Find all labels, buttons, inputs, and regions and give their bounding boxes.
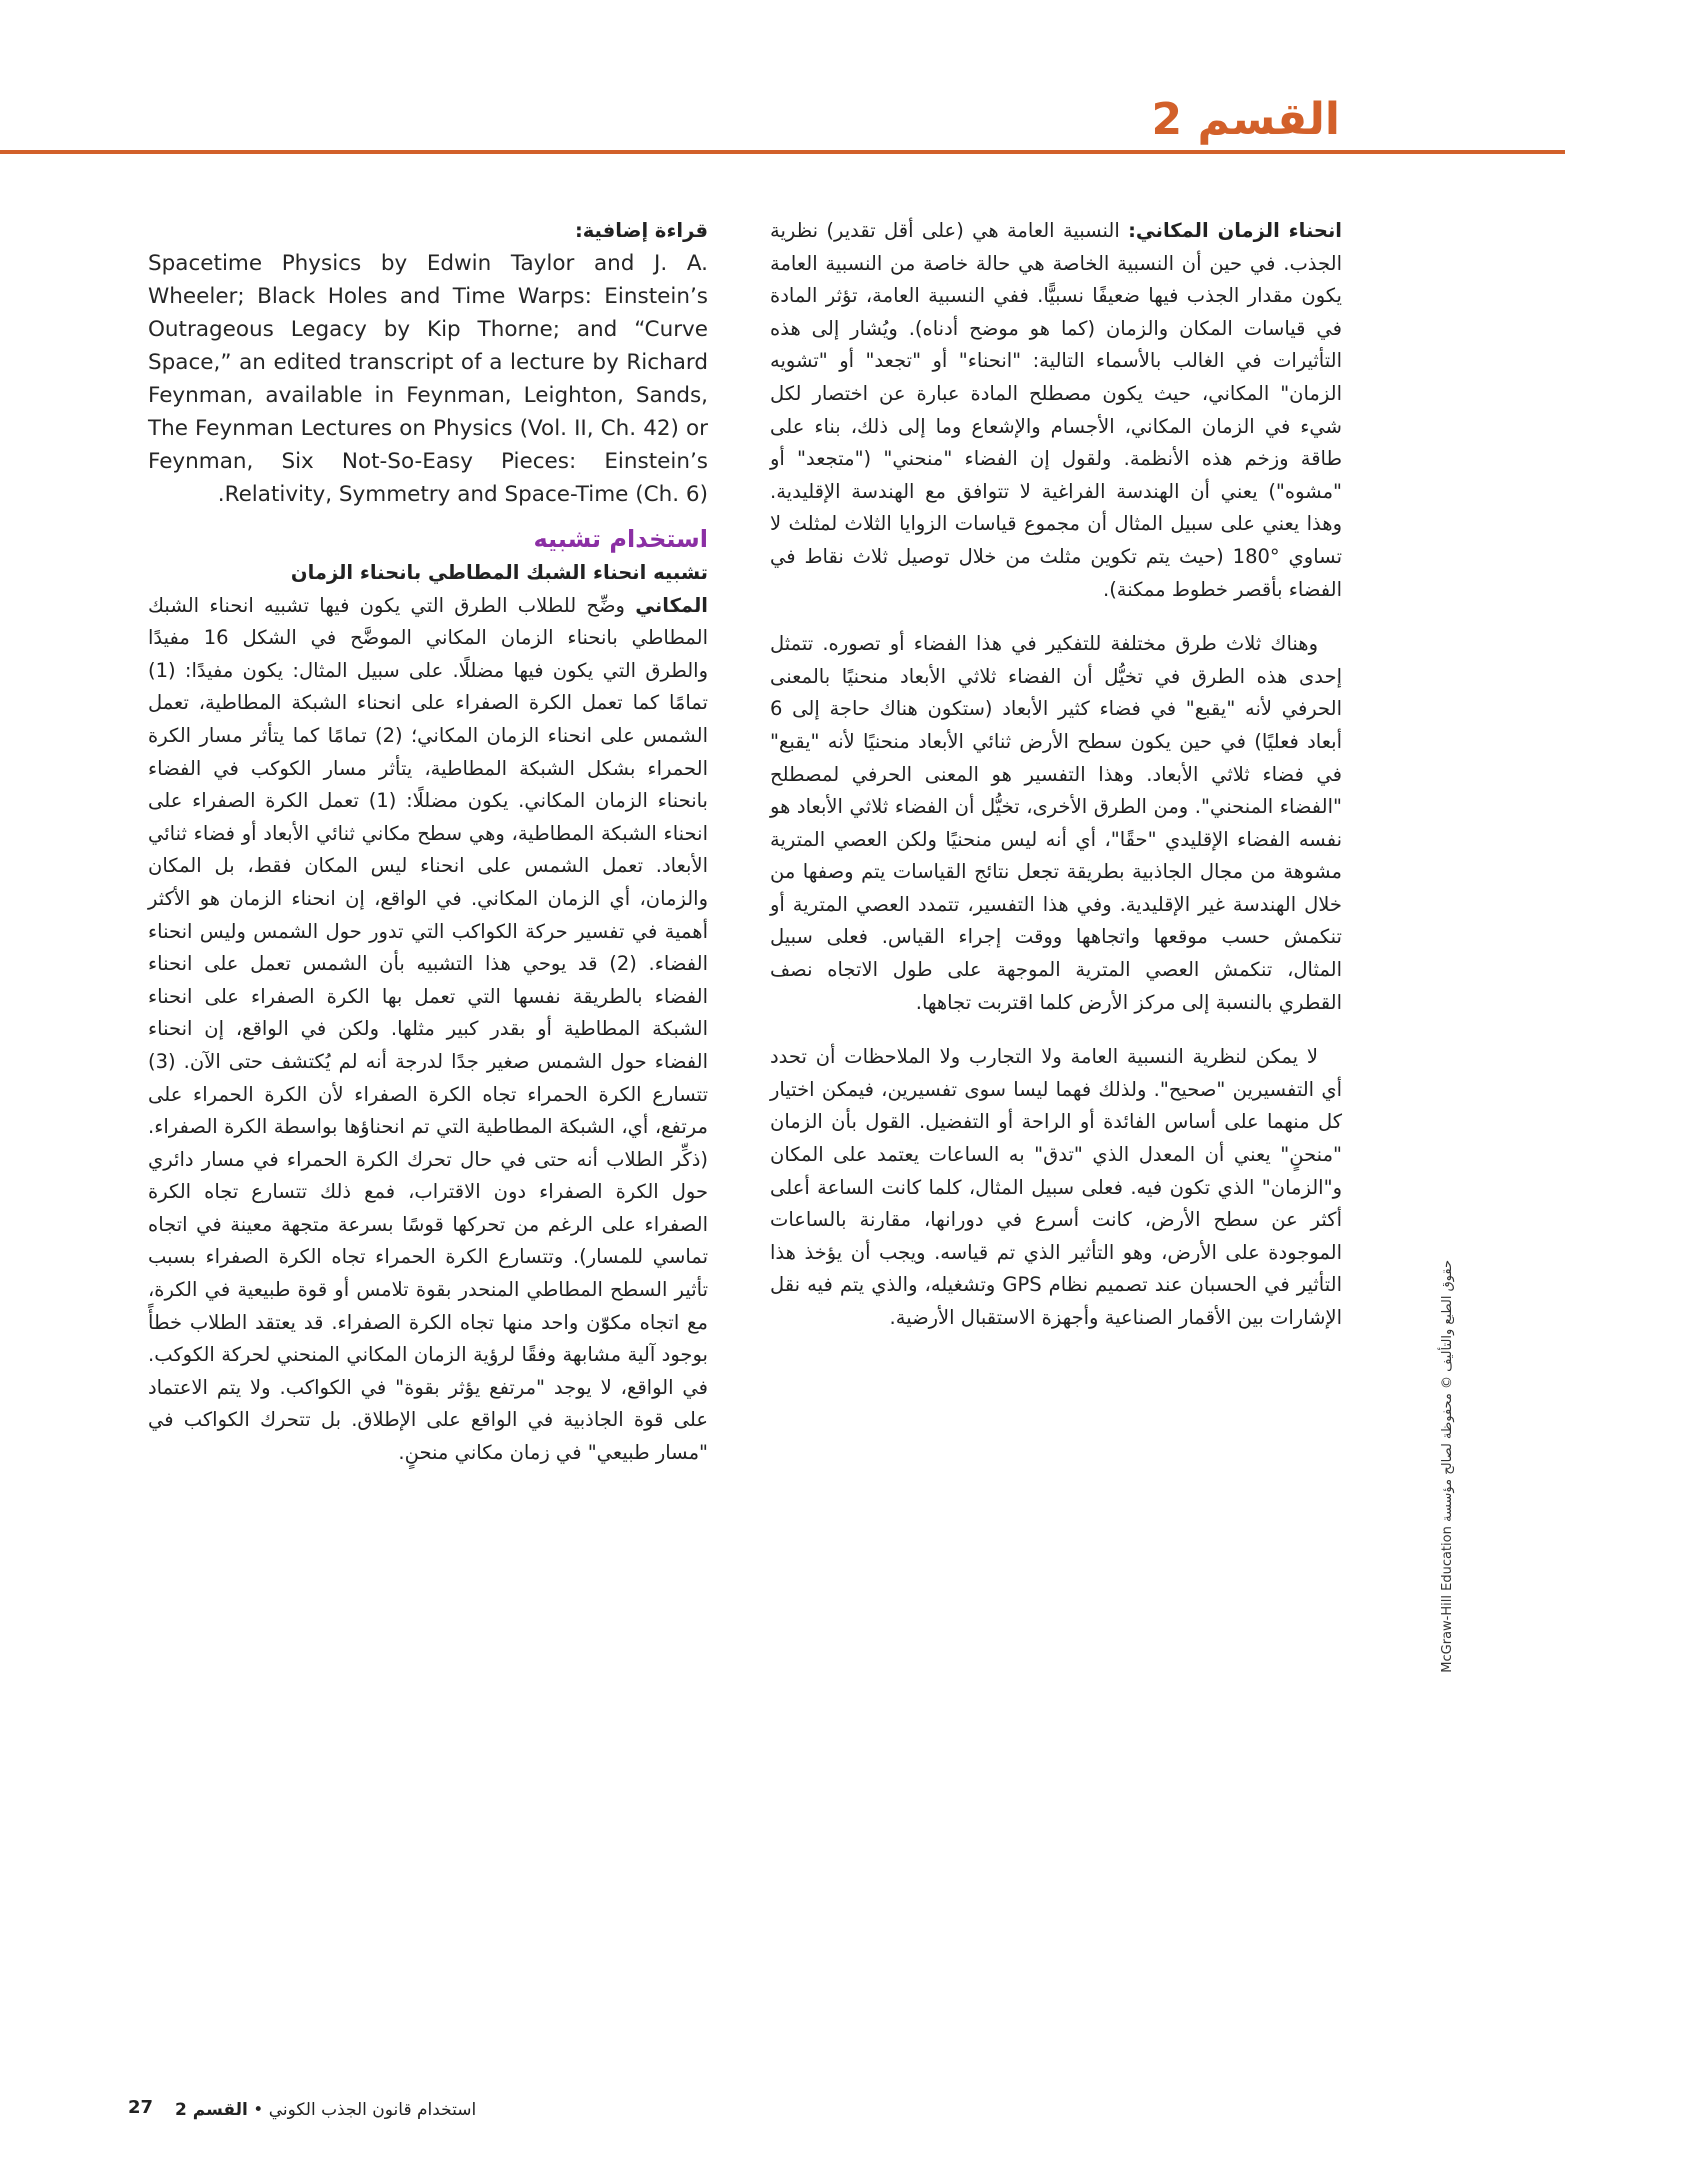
copyright-text: حقوق الطبع والتأليف © محفوظة لصالح مؤسسة McGraw-Hill Education [1440, 1260, 1455, 1673]
page-footer [175, 2098, 695, 2122]
section-title: القسم 2 [1151, 94, 1340, 145]
analogy-section-heading: استخدام تشبيه [533, 525, 708, 553]
paragraph-lead: انحناء الزمان المكاني: [1128, 219, 1342, 242]
page-number: 27 [128, 2097, 154, 2118]
right-column [770, 215, 1342, 1357]
paragraph-body: النسبية العامة هي (على أقل تقدير) نظرية الجذب. في حين أن النسبية الخاصة هي حالة خاصة من النسبية العامة يكون مقدار الجذب فيها ضعيفًا نسبيًّا. ففي النسبية العامة، تؤثر المادة في قياسات المكان والزمان (كما هو موضح أدناه). ويُشار إلى هذه التأثيرات في الغالب بالأسماء التالية: "انحناء" أو "تجعد" أو "تشويه الزمان" المكاني، حيث يكون مصطلح المادة عبارة عن اختصار لكل شيء في الزمان المكاني، الأجسام والإشعاع وما إلى ذلك، بناء على طاقة وزخم هذه الأنظمة. ولقول إن الفضاء "منحني" ("متجعد" أو "مشوه") يعني أن الهندسة الفراغية لا تتوافق مع الهندسة الإقليدية. وهذا يعني على سبيل المثال أن مجموع قياسات الزوايا الثلاث لمثلث لا تساوي °180 (حيث يتم تكوين مثلث من خلال توصيل ثلاث نقاط في الفضاء بأقصر خطوط ممكنة). [770, 219, 1342, 601]
paragraph-interpretations: وهناك ثلاث طرق مختلفة للتفكير في هذا الفضاء أو تصوره. تتمثل إحدى هذه الطرق في تخيُّل أن الفضاء ثلاثي الأبعاد منحنيًا بالمعنى الحرفي لأنه "يقبع" في فضاء كثير الأبعاد (ستكون هناك حاجة إلى 6 أبعاد فعليًا) في حين يكون سطح الأرض ثنائي الأبعاد منحنيًا لأنه "يقبع" في فضاء ثلاثي الأبعاد. وهذا التفسير هو المعنى الحرفي لمصطلح "الفضاء المنحني". ومن الطرق الأخرى، تخيُّل أن الفضاء ثلاثي الأبعاد هو نفسه الفضاء الإقليدي "حقًا"، أي أنه ليس منحنيًا ولكن العصي المترية مشوهة من مجال الجاذبية بطريقة تجعل نتائج القياسات يتم وصفها من خلال الهندسة غير الإقليدية. وفي هذا التفسير، تتمدد العصي المترية أو تنكمش حسب موقعها واتجاهها ووقت إجراء القياس. فعلى سبيل المثال، تنكمش العصي المترية الموجهة على طول الاتجاه نصف القطري بالنسبة إلى مركز الأرض كلما اقتربت تجاهها. [770, 632, 1342, 1014]
further-reading-heading: قراءة إضافية: [574, 219, 708, 242]
analogy-lead: المكاني [635, 593, 708, 617]
paragraph-time-curvature: لا يمكن لنظرية النسبية العامة ولا التجارب ولا الملاحظات أن تحدد أي التفسيرين "صحيح". ولذلك فهما ليسا سوى تفسيرين، فيمكن اختيار كل منهما على أساس الفائدة أو الراحة أو التفضيل. القول بأن الزمان "منحنٍ" يعني أن المعدل الذي "تدق" به الساعات يعتمد على المكان و"الزمان" الذي تكون فيه. فعلى سبيل المثال، كلما كانت الساعة أعلى أكثر عن سطح الأرض، كانت أسرع في دورانها، مقارنة بالساعات الموجودة على الأرض، وهو التأثير الذي تم قياسه. ويجب أن يؤخذ هذا التأثير في الحسبان عند تصميم نظام GPS وتشغيله، والذي يتم فيه نقل الإشارات بين الأقمار الصناعية وأجهزة الاستقبال الأرضية. [770, 1045, 1342, 1329]
header-divider [0, 150, 1565, 154]
analogy-body: وضِّح للطلاب الطرق التي يكون فيها تشبيه انحناء الشبك المطاطي بانحناء الزمان المكاني الموضَّح في الشكل 16 مفيدًا والطرق التي يكون فيها مضللًا. على سبيل المثال: يكون مفيدًا: (1) تمامًا كما تعمل الكرة الصفراء على انحناء الشبكة المطاطية، تعمل الشمس على انحناء الزمان المكاني؛ (2) تمامًا كما يتأثر مسار الكرة الحمراء بشكل الشبكة المطاطية، يتأثر مسار الكوكب في الفضاء بانحناء الزمان المكاني. يكون مضللًا: (1) تعمل الكرة الصفراء على انحناء الشبكة المطاطية، وهي سطح مكاني ثنائي الأبعاد أو فضاء ثنائي الأبعاد. تعمل الشمس على انحناء ليس المكان فقط، بل المكان والزمان، أي الزمان المكاني. في الواقع، إن انحناء الزمان هو الأكثر أهمية في تفسير حركة الكواكب التي تدور حول الشمس وليس انحناء الفضاء. (2) قد يوحي هذا التشبيه بأن الشمس تعمل على انحناء الفضاء بالطريقة نفسها التي تعمل بها الكرة الصفراء على انحناء الشبكة المطاطية أو بقدر كبير مثلها. ولكن في الواقع، إن انحناء الفضاء حول الشمس صغير جدًا لدرجة أنه لم يُكتشف حتى الآن. (3) تتسارع الكرة الحمراء تجاه الكرة الصفراء لأن الكرة الحمراء على مرتفع، أي، الشبكة المطاطية التي تم انحناؤها بواسطة الكرة الصفراء. (ذكِّر الطلاب أنه حتى في حال تحرك الكرة الحمراء في مسار دائري حول الكرة الصفراء دون الاقتراب، فمع ذلك تتسارع تجاه الكرة الصفراء على الرغم من تحركها قوسًا بسرعة متجهة معينة في اتجاه تماسي للمسار). وتتسارع الكرة الحمراء تجاه الكرة الصفراء بسبب تأثير السطح المطاطي المنحدر بقوة تلامس أو قوة طبيعية في الكرة، مع اتجاه مكوّن واحد منها تجاه الكرة الصفراء. قد يعتقد الطلاب خطأً بوجود آلية مشابهة وفقًا لرؤية الزمان المكاني المنحني لحركة الكوكب. في الواقع، لا يوجد "مرتفع يؤثر بقوة" في الكواكب. ولا يتم الاعتماد على قوة الجاذبية في الواقع على الإطلاق. بل تتحرك الكواكب في "مسار طبيعي" في زمان مكاني منحنٍ. [148, 593, 709, 1465]
analogy-subheading: تشبيه انحناء الشبك المطاطي بانحناء الزمان [290, 561, 708, 584]
footer-section-label: القسم 2 [175, 2100, 248, 2120]
further-reading-body: Spacetime Physics by Edwin Taylor and J. A. Wheeler; Black Holes and Time Warps: Einstein’s Outrageous Legacy by Kip Thorne; and “Curve Space,” an edited transcript of a lecture by Richard Feynman, available in Feynman, Leighton, Sands, The Feynman Lectures on Physics (Vol. II, Ch. 42) or Feynman, Six Not-So-Easy Pieces: Einstein’s Relativity, Symmetry and Space-Time (Ch. 6). [148, 251, 708, 507]
analogy-paragraph [148, 590, 708, 1470]
paragraph-spacetime-curvature [770, 215, 1342, 606]
footer-chapter-title: استخدام قانون الجذب الكوني [268, 2100, 477, 2120]
footer-separator: • [253, 2100, 264, 2120]
copyright-credit [1438, 1260, 1462, 1760]
left-column [148, 215, 708, 1492]
